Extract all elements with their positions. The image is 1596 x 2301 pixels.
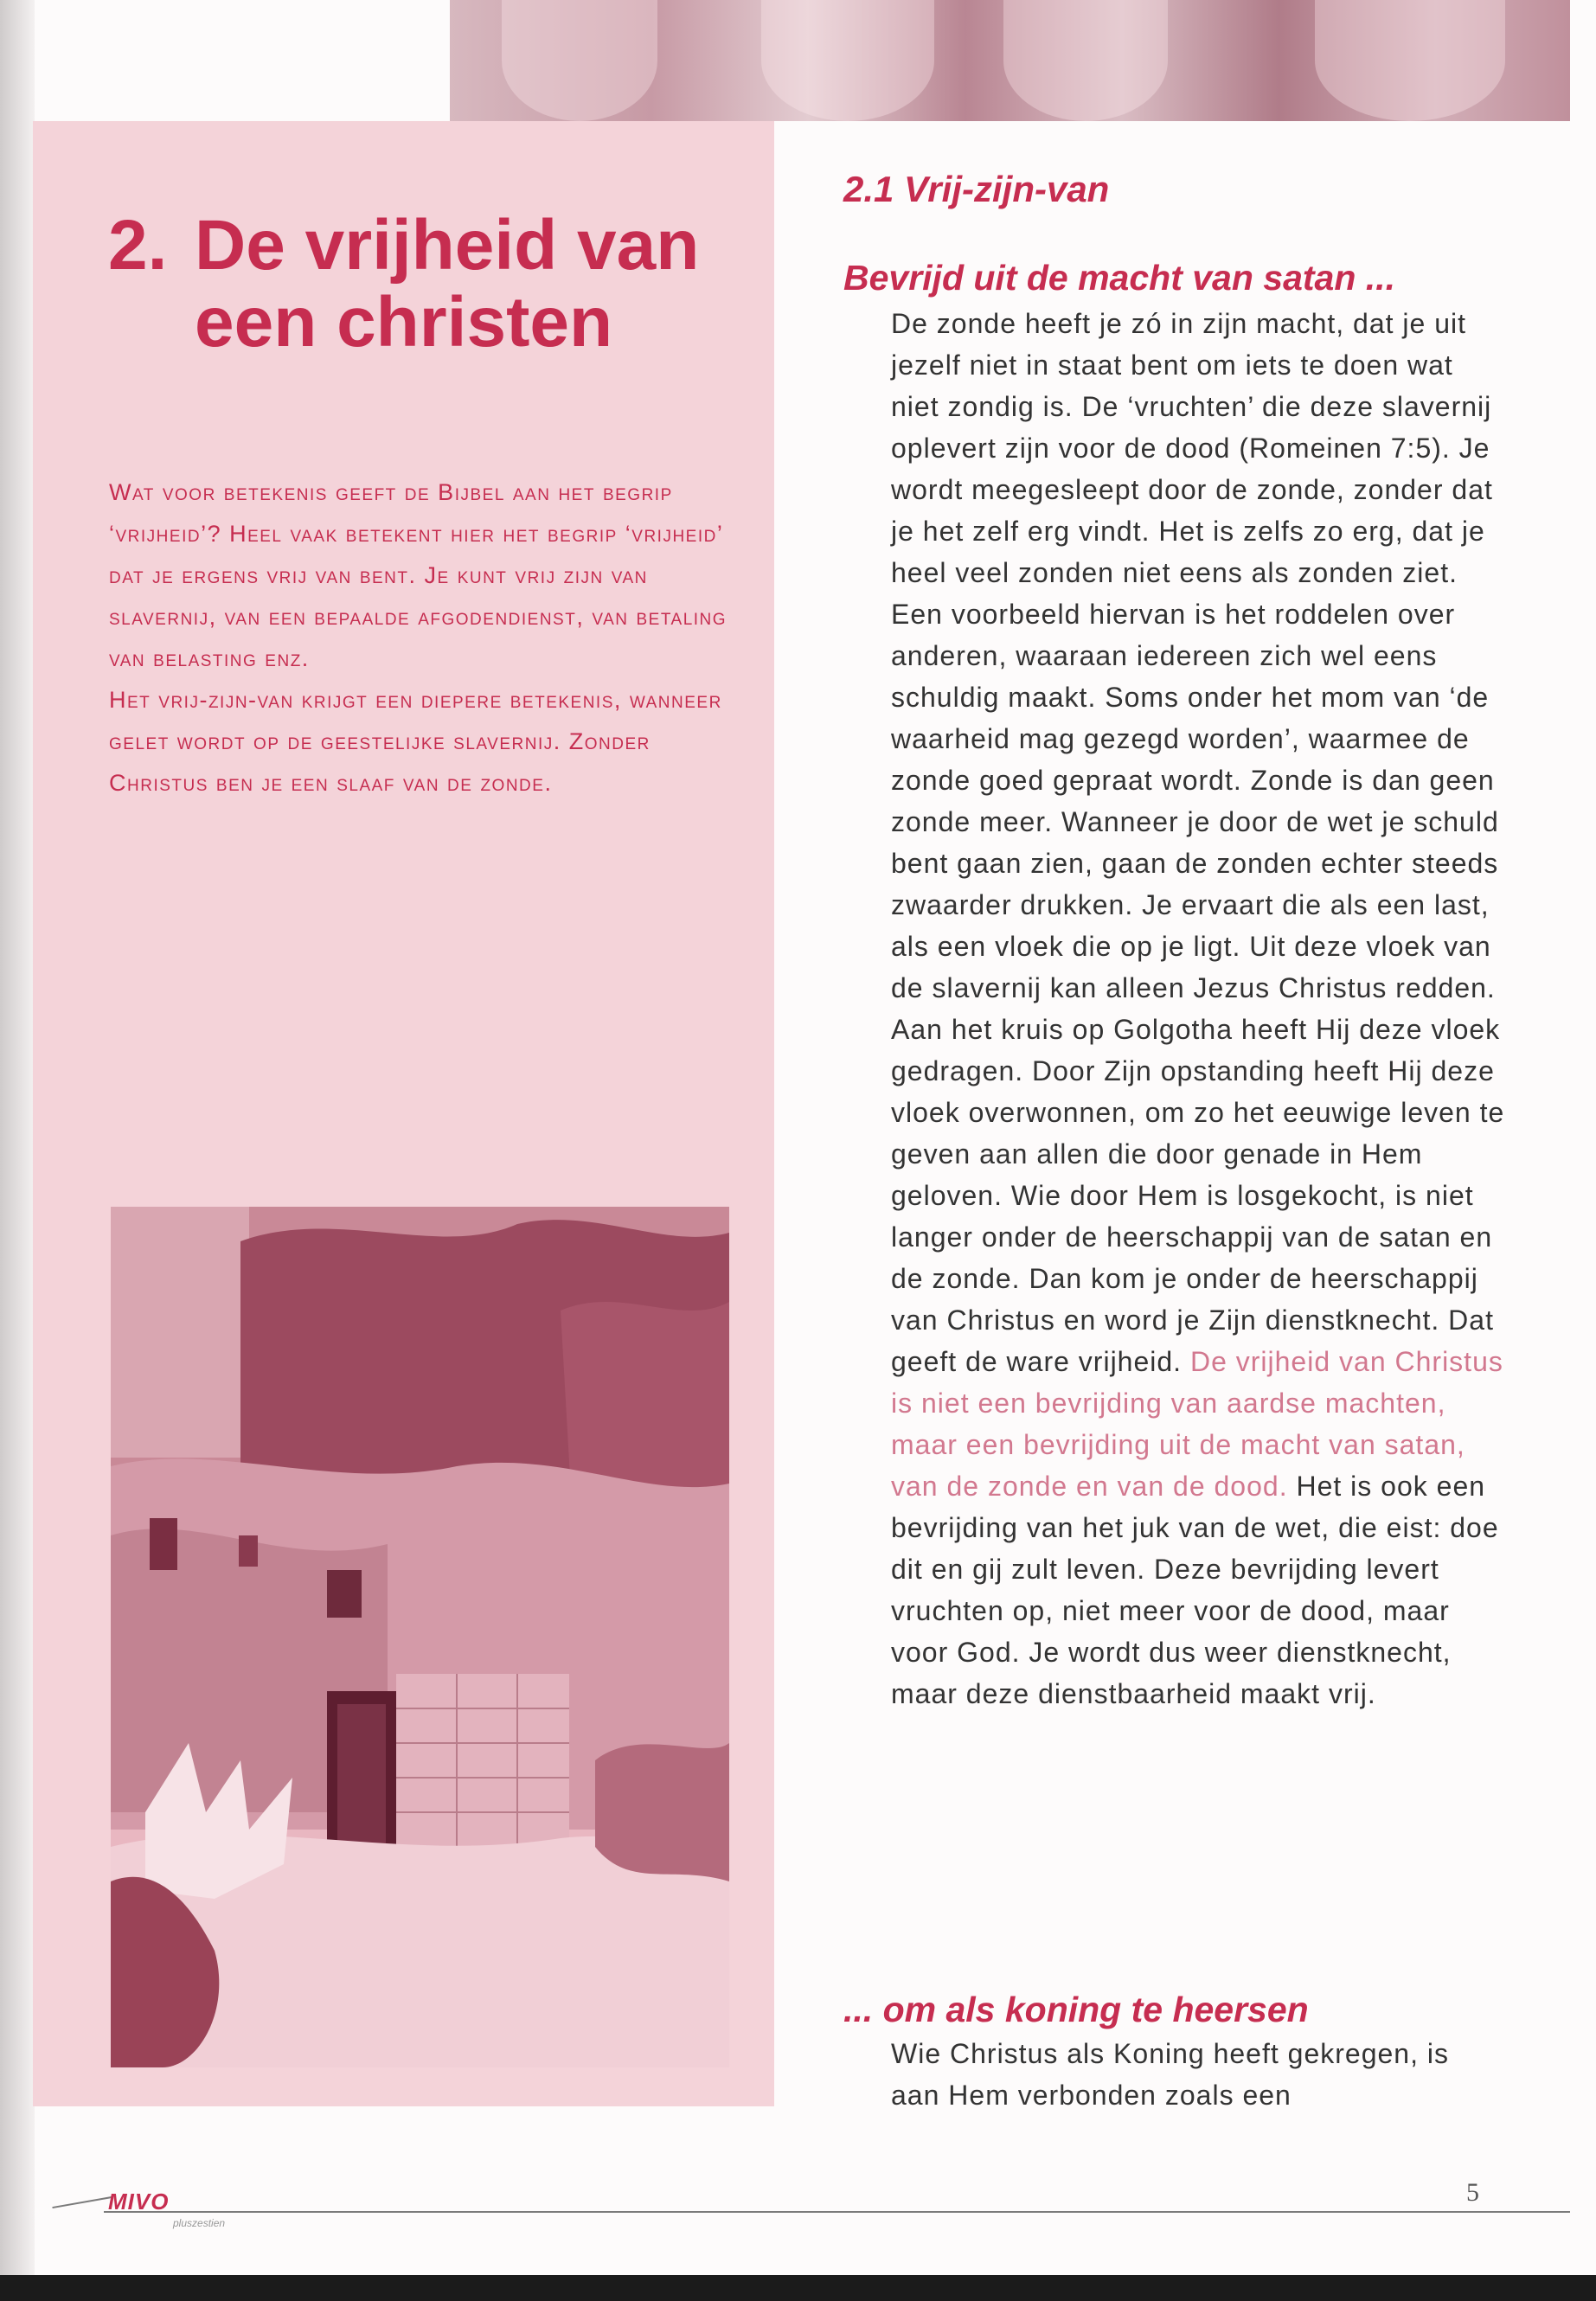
body-text-koning: Wie Christus als Koning heeft gekregen, is aan Hem verbonden zoals een: [891, 2038, 1449, 2111]
chapter-number: 2.: [108, 206, 168, 285]
body-text-part: Het is ook een bevrijding van het juk van de wet, die eist: doe dit en gij zult leven. Deze bevrijding levert vruchten op, niet meer voor de dood, maar voor God. Je wordt dus weer dienstknecht, maar deze dienstbaarheid maakt vrij.: [891, 1471, 1499, 1709]
mivo-logo-subtitle: pluszestien: [173, 2217, 226, 2229]
header-photo-face: [1315, 0, 1505, 121]
section-heading: 2.1 Vrij-zijn-van: [843, 169, 1110, 209]
footer-rule: [104, 2211, 1570, 2213]
subheading-koning: ... om als koning te heersen: [843, 1990, 1309, 2029]
body-text-bevrijd: [891, 303, 1505, 1715]
chapter-title-line2: een christen: [195, 282, 613, 362]
page-number: 5: [1466, 2178, 1479, 2207]
garden-tomb-image: [111, 1207, 729, 2067]
subheading-bevrijd: Bevrijd uit de macht van satan ...: [843, 258, 1395, 298]
header-photo-face: [1003, 0, 1168, 121]
header-photo-strip: [450, 0, 1570, 121]
header-photo-face: [761, 0, 934, 121]
intro-text: [109, 471, 749, 804]
chapter-title: [108, 208, 748, 361]
footer-rule-tick: [52, 2196, 112, 2208]
chapter-title-line1: De vrijheid van: [195, 206, 700, 285]
header-photo-face: [502, 0, 657, 121]
body-text-part: De zonde heeft je zó in zijn macht, dat je uit jezelf niet in staat bent om iets te doen wat niet zondig is. De ‘vruchten’ die deze slavernij oplevert zijn voor de dood (Romeinen 7:5). Je wordt meegesleept door de zonde, zonder dat je het zelf erg vindt. Het is zelfs zo erg, dat je heel veel zonden niet eens als zonden ziet. Een voorbeeld hiervan is het roddelen over anderen, waaraan iedereen zich wel eens schuldig maakt. Soms onder het mom van ‘de waarheid mag gezegd worden’, waarmee de zonde goed gepraat wordt. Zonde is dan geen zonde meer. Wanneer je door de wet je schuld bent gaan zien, gaan de zonden echter steeds zwaarder drukken. Je ervaart die als een last, als een vloek die op je ligt. Uit deze vloek van de slavernij kan alleen Jezus Christus redden. Aan het kruis op Golgotha heeft Hij deze vloek gedragen. Door Zijn opstanding heeft Hij deze vloek overwonnen, om zo het eeuwige leven te geven aan allen die door genade in Hem geloven. Wie door Hem is losgekocht, is niet langer onder de heerschappij van de satan en de zonde. Dan kom je onder de heerschappij van Christus en word je Zijn dienstknecht. Dat geeft de ware vrijheid.: [891, 308, 1505, 1377]
scan-bottom-edge: [0, 2275, 1596, 2301]
intro-paragraph: Wat voor betekenis geeft de Bijbel aan het begrip ‘vrijheid’? Heel vaak betekent hier het begrip ‘vrijheid’ dat je ergens vrij van bent. Je kunt vrij zijn van slavernij, van een bepaalde afgodendienst, van betaling van belasting enz.: [109, 479, 727, 671]
garden-tomb-photo: [111, 1207, 729, 2067]
mivo-logo: MIVO: [108, 2189, 170, 2214]
highlighted-statement: De vrijheid van Christus is niet een bevrijding van aardse machten, maar een bevrijding uit de macht van satan, van de zonde en van de dood.: [891, 1346, 1503, 1502]
intro-paragraph: Het vrij-zijn-van krijgt een diepere betekenis, wanneer gelet wordt op de geestelijke slavernij. Zonder Christus ben je een slaaf van de zonde.: [109, 687, 722, 796]
page-gutter-shadow: [0, 0, 35, 2301]
